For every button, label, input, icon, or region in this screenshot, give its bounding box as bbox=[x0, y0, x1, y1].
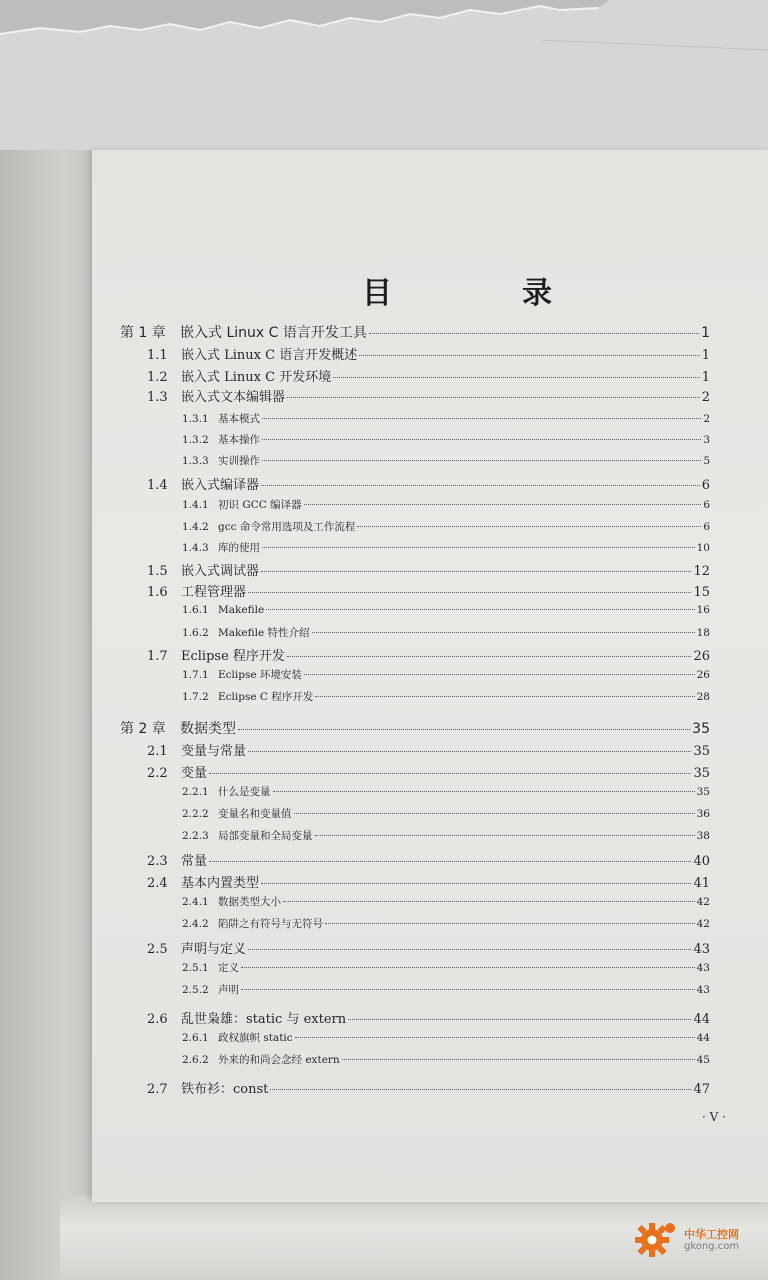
toc-entry-page: 43 bbox=[696, 984, 710, 996]
toc-entry-number: 2.2.2 bbox=[182, 808, 209, 820]
toc-leader-dots bbox=[369, 333, 699, 334]
toc-leader-dots bbox=[357, 526, 701, 527]
toc-entry-page: 47 bbox=[693, 1082, 710, 1097]
toc-entry-title: gcc 命令常用选项及工作流程 bbox=[218, 521, 356, 533]
toc-title: 目 录 bbox=[362, 276, 602, 311]
toc-entry-title: 基本内置类型 bbox=[181, 876, 260, 891]
toc-leader-dots bbox=[248, 949, 691, 950]
toc-entry bbox=[147, 938, 710, 957]
toc-entry-number: 1.7.1 bbox=[182, 669, 209, 681]
toc-entry-title: 政权旗帜 static bbox=[218, 1032, 293, 1044]
toc-leader-dots bbox=[261, 883, 691, 884]
toc-leader-dots bbox=[261, 485, 700, 486]
toc-entry-title: 变量名和变量值 bbox=[218, 808, 292, 820]
toc-entry-page: 40 bbox=[693, 854, 710, 869]
toc-entry-number: 1.6 bbox=[147, 585, 168, 600]
toc-entry-page: 42 bbox=[696, 918, 710, 930]
toc-entry-page: 2 bbox=[701, 390, 710, 405]
toc-entry-number: 1.2 bbox=[147, 370, 168, 385]
toc-entry bbox=[147, 645, 710, 664]
toc-entry-number: 1.3 bbox=[147, 390, 168, 405]
toc-entry-title: 什么是变量 bbox=[218, 786, 271, 798]
toc-entry-number: 2.6.2 bbox=[182, 1054, 209, 1066]
toc-entry-number: 2.6.1 bbox=[182, 1032, 209, 1044]
toc-entry bbox=[182, 784, 710, 799]
toc-entry-page: 6 bbox=[701, 478, 710, 493]
toc-entry-page: 28 bbox=[696, 691, 710, 703]
page-number: · V · bbox=[702, 1110, 726, 1124]
toc-entry-number: 1.4.3 bbox=[182, 542, 209, 554]
toc-entry-page: 44 bbox=[693, 1012, 710, 1027]
toc-entry-page: 42 bbox=[696, 896, 710, 908]
toc-leader-dots bbox=[287, 656, 692, 657]
toc-entry-page: 41 bbox=[693, 876, 710, 891]
toc-entry-title: Eclipse C 程序开发 bbox=[218, 691, 314, 703]
toc-entry-title: 工程管理器 bbox=[181, 585, 247, 600]
toc-entry-page: 43 bbox=[693, 942, 710, 957]
toc-entry-number: 2.6 bbox=[147, 1012, 168, 1027]
toc-leader-dots bbox=[241, 967, 695, 968]
toc-leader-dots bbox=[262, 439, 701, 440]
toc-leader-dots bbox=[325, 923, 695, 924]
toc-leader-dots bbox=[315, 835, 695, 836]
toc-entry bbox=[182, 432, 710, 447]
toc-leader-dots bbox=[304, 504, 702, 505]
toc-entry-number: 2.5.2 bbox=[182, 984, 209, 996]
toc-entry-title: 嵌入式调试器 bbox=[181, 564, 260, 579]
toc-entry bbox=[147, 344, 710, 363]
toc-entry bbox=[147, 850, 710, 869]
toc-leader-dots bbox=[261, 571, 691, 572]
toc-entry bbox=[182, 960, 710, 975]
toc-entry-title: 嵌入式编译器 bbox=[181, 478, 260, 493]
toc-entry-page: 1 bbox=[701, 348, 710, 363]
toc-entry-page: 12 bbox=[693, 564, 710, 579]
toc-entry bbox=[182, 689, 710, 704]
toc-entry-number: 1.7.2 bbox=[182, 691, 209, 703]
toc-entry-number: 2.5.1 bbox=[182, 962, 209, 974]
toc-entry-title: 初识 GCC 编译器 bbox=[218, 499, 302, 511]
toc-entry-number: 1.6.2 bbox=[182, 627, 209, 639]
toc-entry-page: 35 bbox=[693, 766, 710, 781]
toc-leader-dots bbox=[359, 355, 700, 356]
toc-leader-dots bbox=[270, 1089, 691, 1090]
toc-entry-number: 1.3.1 bbox=[182, 413, 209, 425]
toc-entry-title: 乱世枭雄：static 与 extern bbox=[181, 1012, 347, 1027]
toc-entry bbox=[182, 625, 710, 640]
toc-leader-dots bbox=[312, 632, 695, 633]
toc-entry-number: 2.4 bbox=[147, 876, 168, 891]
toc-entry-number: 1.3.3 bbox=[182, 455, 209, 467]
toc-leader-dots bbox=[315, 696, 694, 697]
toc-entry-page: 3 bbox=[703, 434, 710, 446]
toc-leader-dots bbox=[209, 861, 691, 862]
toc-entry-page: 15 bbox=[693, 585, 710, 600]
toc-entry bbox=[147, 762, 710, 781]
toc-leader-dots bbox=[295, 1037, 695, 1038]
toc-entry-number: 2.4.2 bbox=[182, 918, 209, 930]
gear-icon bbox=[632, 1218, 678, 1264]
toc-entry-title: 数据类型 bbox=[180, 721, 236, 737]
toc-entry bbox=[147, 872, 710, 891]
toc-entry-page: 35 bbox=[693, 744, 710, 759]
toc-entry-number: 1.6.1 bbox=[182, 604, 209, 616]
toc-entry bbox=[182, 1052, 710, 1067]
toc-entry-title: 基本模式 bbox=[218, 413, 260, 425]
toc-leader-dots bbox=[209, 773, 691, 774]
toc-entry bbox=[147, 740, 710, 759]
toc-entry-title: 定义 bbox=[218, 962, 239, 974]
toc-entry-title: Eclipse 环境安装 bbox=[218, 669, 302, 681]
watermark-site-name: 中华工控网 bbox=[684, 1228, 739, 1241]
toc-leader-dots bbox=[342, 1059, 695, 1060]
toc-entry bbox=[147, 1078, 710, 1097]
watermark-domain: gkong.com bbox=[684, 1241, 740, 1252]
toc-entry-title: 铁布衫：const bbox=[181, 1082, 269, 1097]
toc-entry bbox=[147, 581, 710, 600]
toc-entry-title: 实训操作 bbox=[218, 455, 260, 467]
toc-entry-title: 变量与常量 bbox=[181, 744, 247, 759]
toc-leader-dots bbox=[238, 729, 690, 730]
toc-entry bbox=[120, 322, 710, 342]
toc-entry-title: 声明与定义 bbox=[181, 942, 247, 957]
toc-entry-page: 16 bbox=[696, 604, 710, 616]
toc-leader-dots bbox=[273, 791, 695, 792]
toc-entry bbox=[182, 453, 710, 468]
toc-leader-dots bbox=[248, 751, 691, 752]
toc-leader-dots bbox=[241, 989, 695, 990]
toc-entry-number: 第 1 章 bbox=[120, 325, 166, 341]
toc-entry-number: 2.4.1 bbox=[182, 896, 209, 908]
toc-entry bbox=[182, 982, 710, 997]
toc-entry bbox=[182, 497, 710, 512]
toc-entry-page: 43 bbox=[696, 962, 710, 974]
toc-entry bbox=[182, 916, 710, 931]
toc-entry-number: 第 2 章 bbox=[120, 721, 166, 737]
toc-entry-title: 嵌入式 Linux C 语言开发工具 bbox=[180, 325, 367, 341]
toc-entry-number: 2.2.1 bbox=[182, 786, 209, 798]
toc-entry-number: 1.4.1 bbox=[182, 499, 209, 511]
toc-entry bbox=[147, 560, 710, 579]
toc-leader-dots bbox=[287, 397, 700, 398]
toc-leader-dots bbox=[294, 813, 695, 814]
toc-entry-page: 36 bbox=[696, 808, 710, 820]
toc-entry bbox=[182, 604, 710, 616]
toc-entry-number: 2.2 bbox=[147, 766, 168, 781]
toc-entry-page: 6 bbox=[703, 521, 710, 533]
toc-entry-page: 10 bbox=[696, 542, 710, 554]
toc-entry-title: 声明 bbox=[218, 984, 239, 996]
toc-leader-dots bbox=[262, 418, 701, 419]
toc-entry-page: 45 bbox=[696, 1054, 710, 1066]
toc-entry-number: 2.5 bbox=[147, 942, 168, 957]
toc-entry bbox=[182, 806, 710, 821]
toc-leader-dots bbox=[348, 1019, 691, 1020]
toc-entry-page: 26 bbox=[696, 669, 710, 681]
watermark bbox=[632, 1218, 739, 1264]
toc-entry bbox=[182, 519, 710, 534]
toc-leader-dots bbox=[266, 609, 694, 610]
toc-entry-title: 数据类型大小 bbox=[218, 896, 281, 908]
toc-entry-page: 44 bbox=[696, 1032, 710, 1044]
toc-entry-title: Eclipse 程序开发 bbox=[181, 649, 285, 664]
toc-entry-title: 嵌入式 Linux C 开发环境 bbox=[181, 370, 332, 385]
toc-entry-page: 35 bbox=[692, 721, 710, 737]
toc-entry-number: 1.7 bbox=[147, 649, 168, 664]
toc-leader-dots bbox=[304, 674, 695, 675]
toc-entry-title: 陷阱之有符号与无符号 bbox=[218, 918, 323, 930]
toc-entry-title: 基本操作 bbox=[218, 434, 260, 446]
toc-entry bbox=[182, 667, 710, 682]
toc-entry-page: 18 bbox=[696, 627, 710, 639]
toc-entry-number: 2.7 bbox=[147, 1082, 168, 1097]
toc-entry-number: 1.4.2 bbox=[182, 521, 209, 533]
toc-entry-page: 1 bbox=[701, 325, 710, 341]
toc-entry bbox=[120, 718, 710, 738]
toc-entry-number: 2.3 bbox=[147, 854, 168, 869]
toc-entry bbox=[147, 366, 710, 385]
toc-leader-dots bbox=[333, 377, 700, 378]
toc-entry-page: 35 bbox=[696, 786, 710, 798]
toc-entry-page: 26 bbox=[693, 649, 710, 664]
toc-entry-number: 2.1 bbox=[147, 744, 168, 759]
toc-entry-title: 局部变量和全局变量 bbox=[218, 830, 313, 842]
toc-entry-title: 库的使用 bbox=[218, 542, 260, 554]
toc-entry-title: Makefile bbox=[218, 604, 265, 616]
toc-leader-dots bbox=[262, 547, 695, 548]
toc-entry-number: 2.2.3 bbox=[182, 830, 209, 842]
toc-entry-page: 6 bbox=[703, 499, 710, 511]
toc-entry bbox=[147, 386, 710, 405]
toc-leader-dots bbox=[283, 901, 695, 902]
toc-entry-title: 变量 bbox=[181, 766, 208, 781]
toc-entry bbox=[147, 474, 710, 493]
toc-entry bbox=[147, 1008, 710, 1027]
toc-entry bbox=[182, 411, 710, 426]
toc-entry-title: Makefile 特性介绍 bbox=[218, 627, 310, 639]
toc-entry bbox=[182, 540, 710, 555]
toc-entry-page: 5 bbox=[703, 455, 710, 467]
toc-entry-number: 1.5 bbox=[147, 564, 168, 579]
toc-entry-page: 1 bbox=[701, 370, 710, 385]
toc-entry-title: 嵌入式文本编辑器 bbox=[181, 390, 286, 405]
toc-entry bbox=[182, 1030, 710, 1045]
toc-leader-dots bbox=[248, 592, 691, 593]
toc-entry bbox=[182, 828, 710, 843]
toc-entry-number: 1.3.2 bbox=[182, 434, 209, 446]
toc-entry-page: 2 bbox=[703, 413, 710, 425]
toc-entry-number: 1.1 bbox=[147, 348, 168, 363]
toc-entry-number: 1.4 bbox=[147, 478, 168, 493]
toc-entry-title: 常量 bbox=[181, 854, 208, 869]
toc-entry-title: 嵌入式 Linux C 语言开发概述 bbox=[181, 348, 358, 363]
toc-entry-title: 外来的和尚会念经 extern bbox=[218, 1054, 340, 1066]
toc-leader-dots bbox=[262, 460, 701, 461]
toc-entry-page: 38 bbox=[696, 830, 710, 842]
toc-entry bbox=[182, 894, 710, 909]
